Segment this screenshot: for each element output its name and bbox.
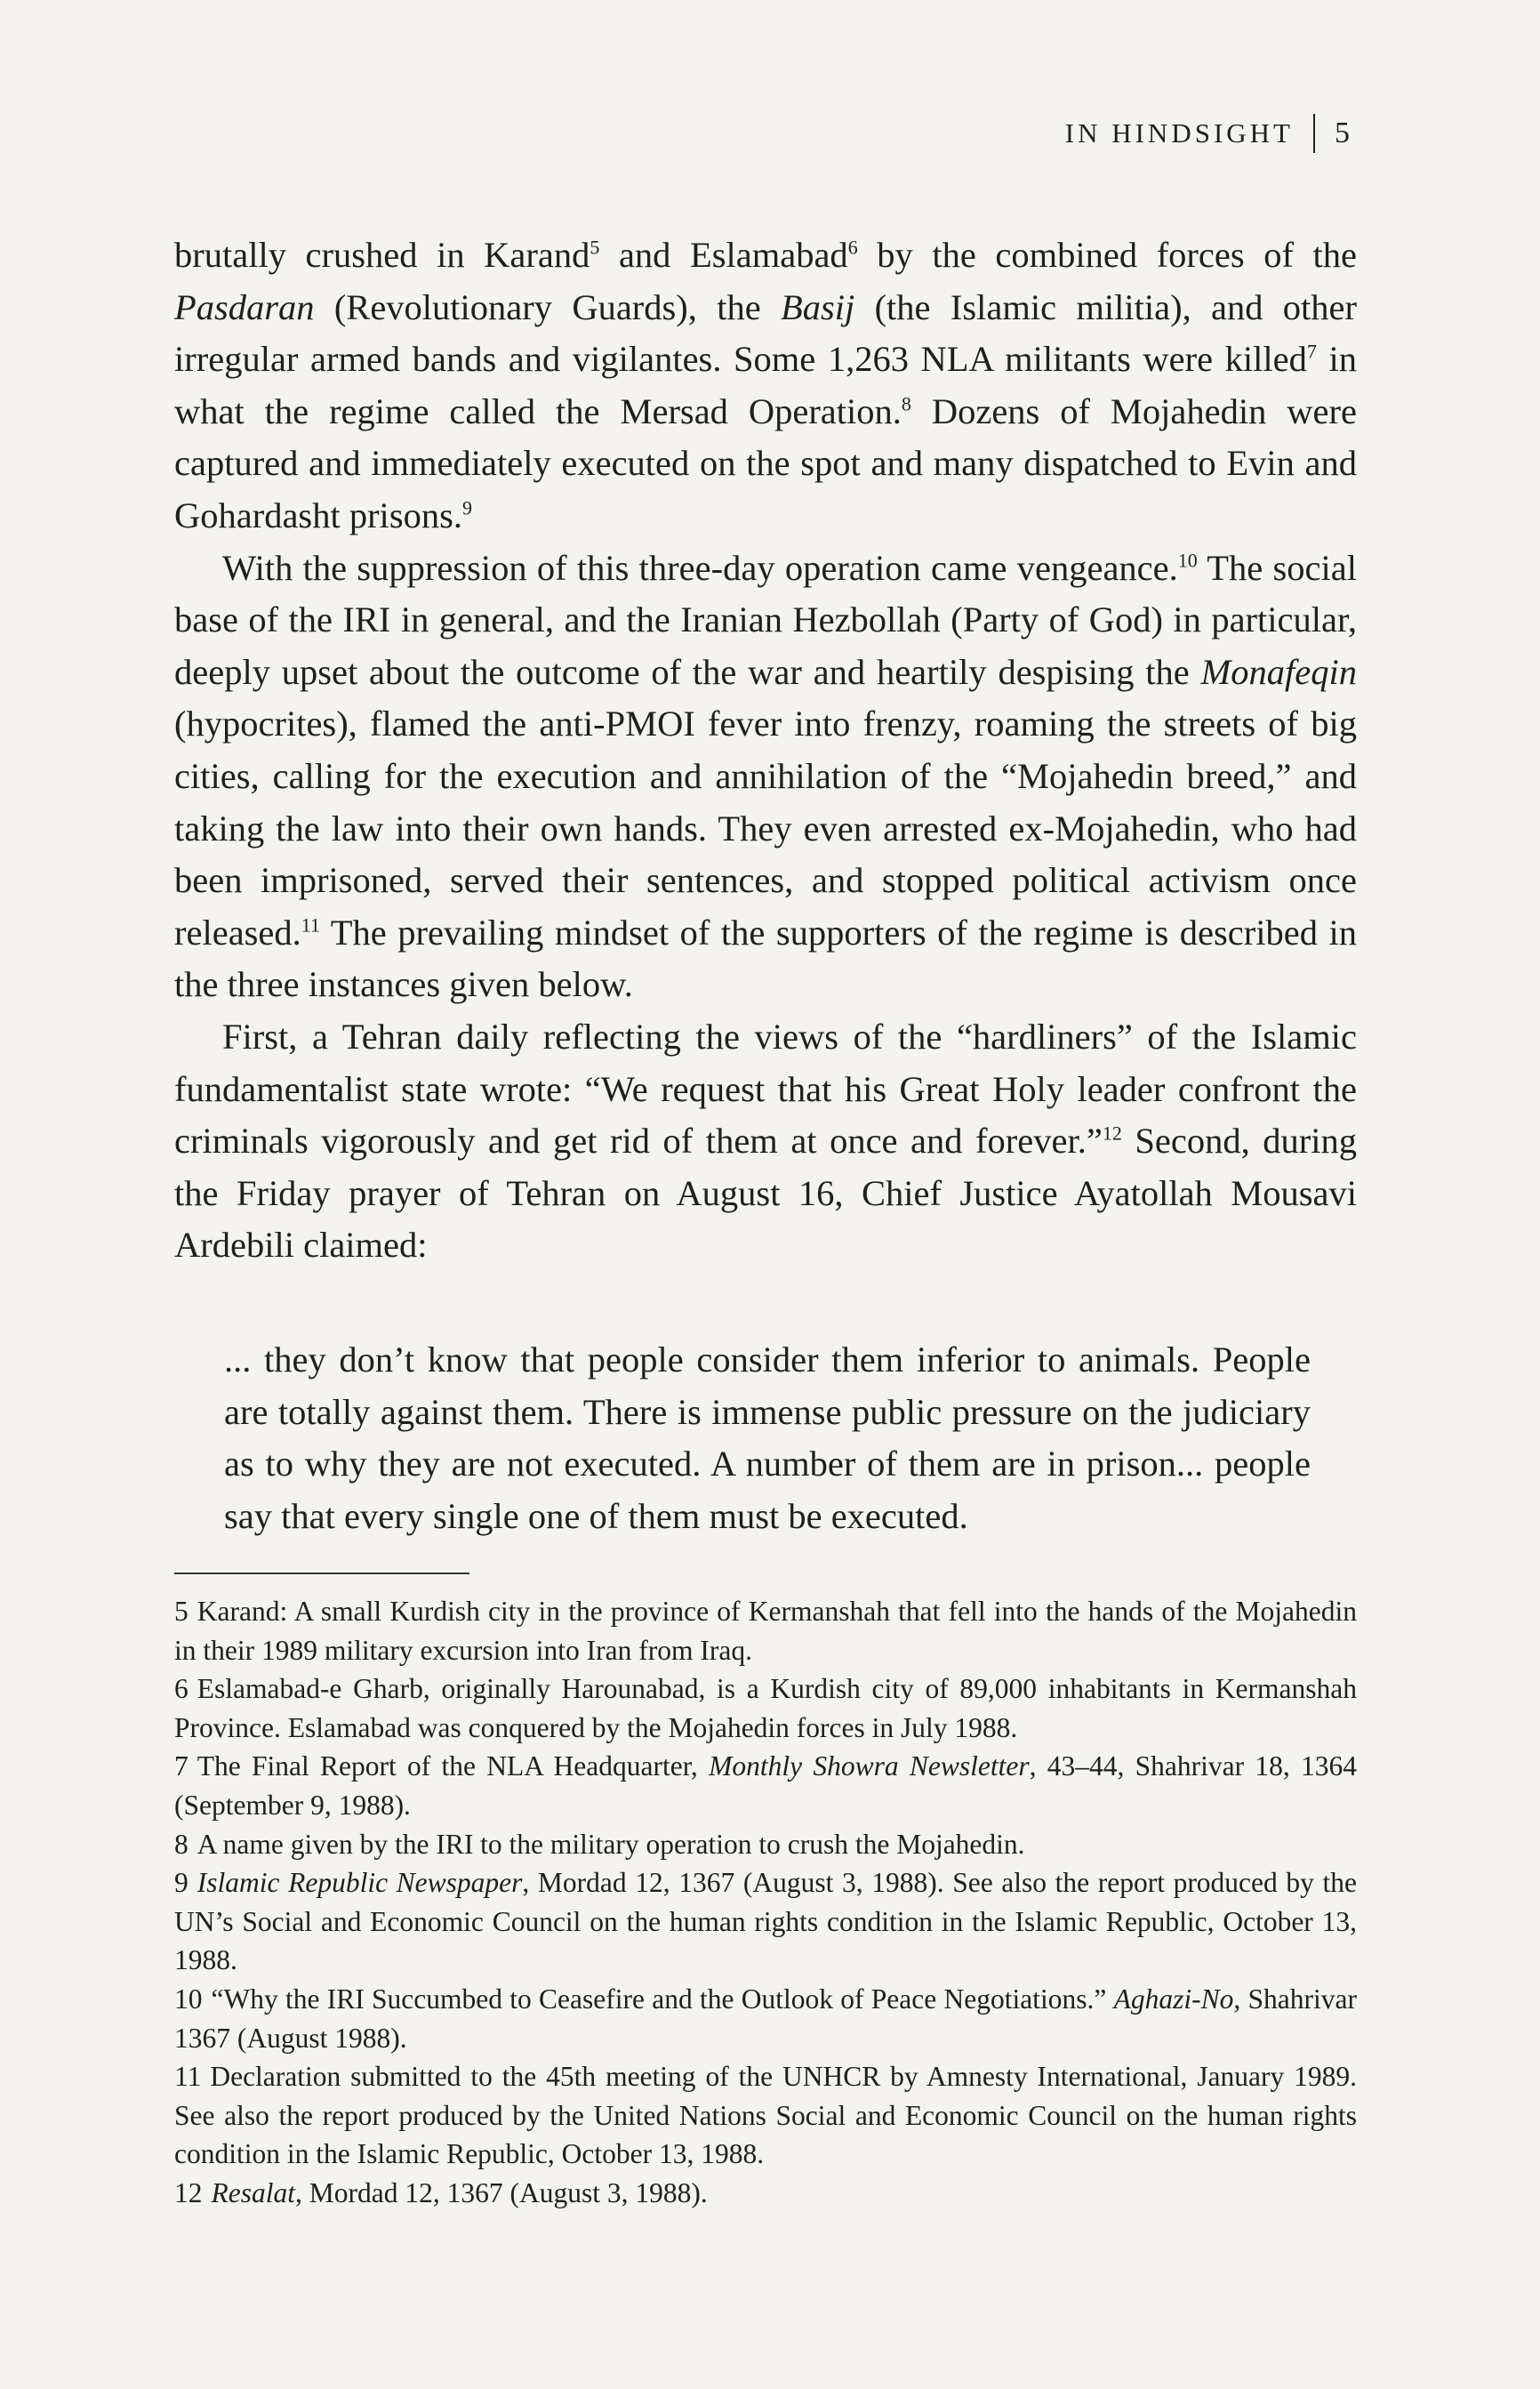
footnote-text: A name given by the IRI to the military operation to crush the Mojahedin. (197, 1828, 1025, 1860)
text-run: and Eslamabad (599, 235, 848, 275)
page-number: 5 (1335, 117, 1350, 149)
footnotes (174, 1592, 1357, 2213)
footnote-8 (174, 1825, 1357, 1864)
footnote-number: 6 (174, 1673, 188, 1705)
paragraph-2 (174, 543, 1357, 1011)
text-run: by the combined forces of the (857, 235, 1357, 275)
italic-term: Pasdaran (174, 286, 315, 327)
text-run: First, a Tehran daily reflecting the views of the “hardliners” of the Islamic fundamentalist state wrote: “We request that his Great Holy leader confront the criminals vigorously and get rid of them at once and forever.” (174, 1016, 1357, 1162)
footnote-number: 8 (174, 1828, 188, 1860)
footnote-ref-10[interactable]: 10 (1177, 549, 1198, 572)
text-run: (Revolutionary Guards), the (314, 286, 781, 327)
footnote-ref-9[interactable]: 9 (461, 496, 472, 519)
footnote-7 (174, 1747, 1357, 1824)
footnote-text: Karand: A small Kurdish city in the province of Kermanshah that fell into the hands of the Mojahedin in their 1989 military excursion into Iran from Iraq. (174, 1596, 1357, 1666)
running-title: IN HINDSIGHT (1064, 117, 1294, 149)
running-head (1065, 114, 1350, 153)
text-run: (the Islamic militia), and other irregular armed bands and vigilantes. Some 1,263 NLA militants were killed (174, 286, 1357, 380)
footnote-number: 5 (174, 1596, 188, 1627)
footnote-italic: Aghazi-No (1113, 1983, 1234, 2015)
footnote-ref-8[interactable]: 8 (901, 392, 911, 415)
footnote-text: Eslamabad-e Gharb, originally Harounabad, is a Kurdish city of 89,000 inhabitants in Kermanshah Province. Eslamabad was conquered by the Mojahedin forces in July 1988. (174, 1673, 1357, 1743)
header-divider (1313, 114, 1315, 153)
footnote-10 (174, 1980, 1357, 2057)
footnote-divider (174, 1573, 469, 1574)
footnote-number: 10 (174, 1983, 203, 2015)
footnote-6 (174, 1669, 1357, 1747)
footnote-number: 7 (174, 1750, 188, 1782)
italic-term: Monafeqin (1200, 651, 1357, 692)
paragraph-3 (174, 1011, 1357, 1272)
footnote-number: 11 (174, 2061, 202, 2093)
footnote-text: “Why the IRI Succumbed to Ceasefire and the Outlook of Peace Negotiations.” (211, 1983, 1114, 2015)
body-text (174, 229, 1357, 1272)
footnote-ref-12[interactable]: 12 (1102, 1122, 1122, 1145)
block-quote: ... they don’t know that people consider them inferior to animals. People are totally against them. There is immense public pressure on the judiciary as to why they are not executed. A number of them are in prison... people say that every single one of them must be executed. (224, 1339, 1311, 1536)
footnote-text: , 43–44, Shahrivar 18, 1364 (September 9, 1988). (174, 1750, 1357, 1821)
footnote-ref-6[interactable]: 6 (847, 236, 858, 259)
footnote-number: 9 (174, 1867, 188, 1899)
footnote-text: Declaration submitted to the 45th meeting of the UNHCR by Amnesty International, January 1989. See also the report produced by the United Nations Social and Economic Council on the human rights condition in the Islamic Republic, October 13, 1988. (174, 2061, 1357, 2170)
text-run: With the suppression of this three-day operation came vengeance. (222, 547, 1178, 588)
text-run: in what the regime called the Mersad Operation. (174, 339, 1357, 431)
footnote-text: , Mordad 12, 1367 (August 3, 1988). (295, 2176, 708, 2208)
text-run: The prevailing mindset of the supporters of the regime is described in the three instances given below. (174, 912, 1357, 1005)
footnote-italic: Resalat (211, 2176, 295, 2208)
footnote-ref-5[interactable]: 5 (590, 236, 600, 259)
footnote-text: , Shahrivar 1367 (August 1988). (174, 1983, 1358, 2054)
footnote-9 (174, 1863, 1357, 1980)
footnote-text: , Mordad 12, 1367 (August 3, 1988). See also the report produced by the UN’s Social and Economic Council on the human rights condition in the Islamic Republic, October 13, 1988. (174, 1867, 1357, 1976)
footnote-text: The Final Report of the NLA Headquarter, (197, 1750, 710, 1782)
footnote-ref-11[interactable]: 11 (301, 913, 320, 937)
footnote-11 (174, 2057, 1357, 2174)
text-run: Second, during the Friday prayer of Tehran on August 16, Chief Justice Ayatollah Mousavi Ardebili claimed: (174, 1121, 1357, 1266)
footnote-italic: Islamic Republic Newspaper (197, 1867, 523, 1899)
footnote-12 (174, 2174, 1357, 2213)
footnote-ref-7[interactable]: 7 (1306, 340, 1317, 363)
text-run: Dozens of Mojahedin were captured and immediately executed on the spot and many dispatched to Evin and Gohardasht prisons. (174, 390, 1357, 535)
italic-term: Basij (781, 286, 855, 327)
footnote-5 (174, 1592, 1357, 1669)
text-run: The social base of the IRI in general, and the Iranian Hezbollah (Party of God) in particular, deeply upset about the outcome of the war and heartily despising the (174, 547, 1358, 692)
text-run: brutally crushed in Karand (174, 235, 590, 275)
footnote-number: 12 (174, 2176, 203, 2208)
text-run: (hypocrites), flamed the anti-PMOI fever into frenzy, roaming the streets of big cities, calling for the execution and annihilation of the “Mojahedin breed,” and taking the law into their own hands. They even arrested ex-Mojahedin, who had been imprisoned, served their sentences, and stopped political activism once released. (174, 704, 1357, 953)
paragraph-1 (174, 229, 1357, 543)
footnote-italic: Monthly Showra Newsletter (709, 1750, 1030, 1782)
